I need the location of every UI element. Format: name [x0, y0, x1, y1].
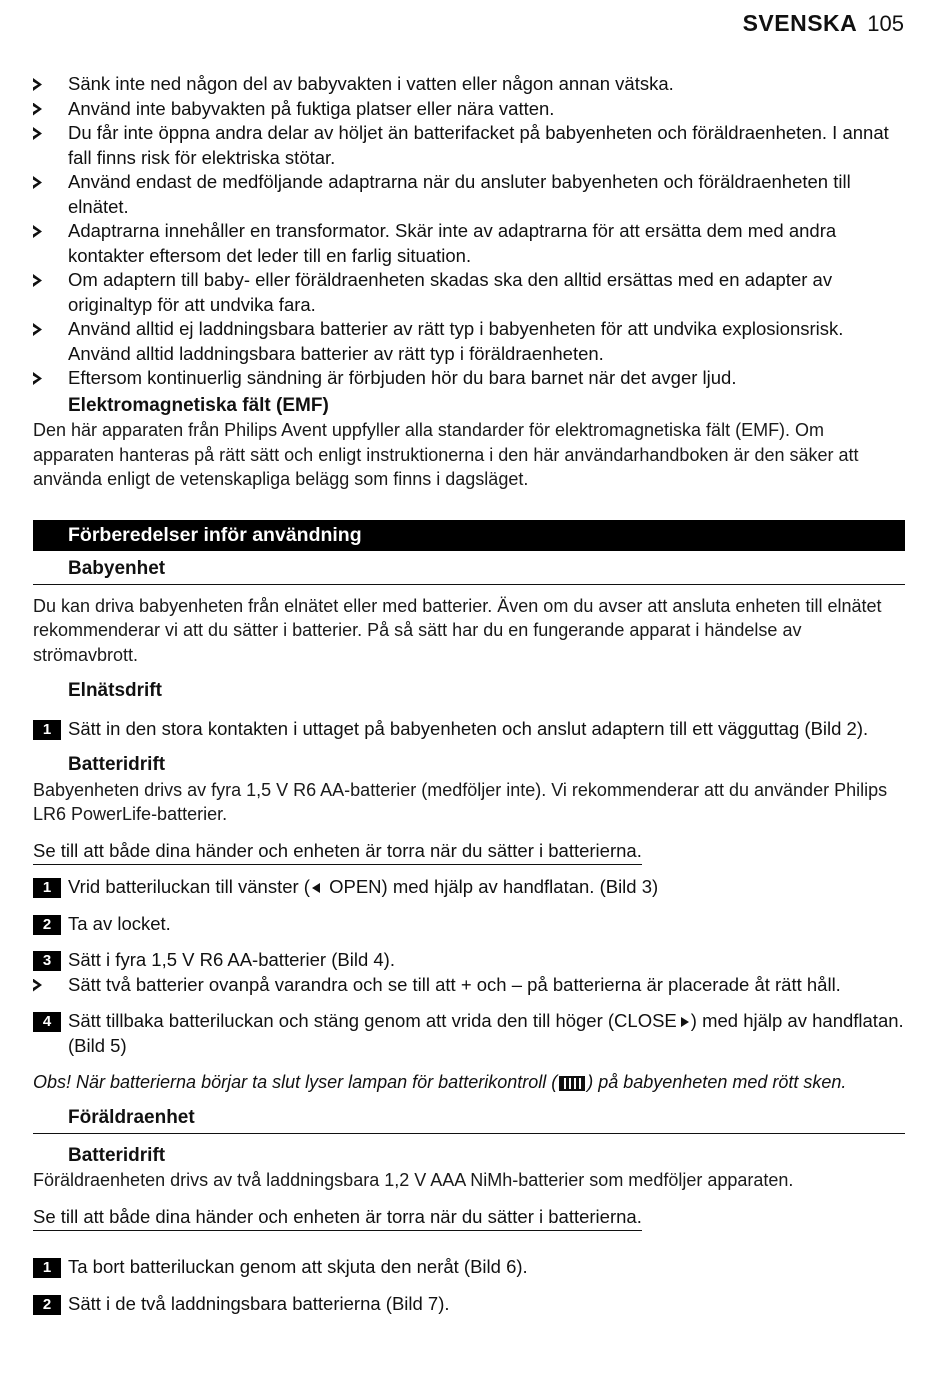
bullet-arrow-icon [33, 323, 42, 336]
step-number: 1 [33, 720, 61, 740]
mains-heading: Elnätsdrift [68, 680, 162, 701]
parent-battery-text: Föräldraenheten drivs av två laddningsbara 1,2 V AAA NiMh-batterier som medföljer apparaten. [33, 1170, 794, 1190]
bullet-text: Sätt två batterier ovanpå varandra och se till att + och – på batterierna är placerade åt rätt håll. [68, 973, 841, 995]
battery-icon [559, 1076, 585, 1091]
baby-unit-intro: Du kan driva babyenheten från elnätet eller med batterier. Även om du avser att ansluta enheten till elnätet rekommenderar vi att du sätter i batterier. På så sätt har du en fungerande apparat i händelse av strömavbrott. [33, 595, 882, 665]
page-content [33, 72, 905, 1316]
parent-battery-heading: Batteridrift [68, 1144, 166, 1166]
note-text-pre: Obs! När batterierna börjar ta slut lyser lampan för batterikontroll ( [33, 1072, 558, 1092]
parent-battery-warning: Se till att både dina händer och enheten är torra när du sätter i batterierna. [33, 1205, 642, 1232]
step-text: Sätt i fyra 1,5 V R6 AA-batterier (Bild 4). [68, 949, 395, 970]
bullet-arrow-icon [33, 78, 42, 91]
baby-battery-heading: Batteridrift [68, 754, 166, 775]
parent-unit-heading: Föräldraenhet [33, 1106, 905, 1134]
battery-note [33, 1070, 905, 1095]
list-item [33, 219, 905, 268]
bullet-arrow-icon [33, 979, 42, 992]
bullet-text: Om adaptern till baby- eller föräldraenheten skadas ska den alltid ersättas med en adapter av originaltyp för att undvika fara. [68, 269, 833, 315]
step-number: 2 [33, 915, 61, 935]
bullet-text: Eftersom kontinuerlig sändning är förbjuden hör du bara barnet när det avger ljud. [68, 367, 737, 388]
list-item [33, 121, 905, 170]
step-number: 4 [33, 1012, 61, 1032]
parent-step-2 [33, 1292, 905, 1317]
list-item [33, 366, 905, 391]
list-item [33, 72, 905, 97]
bullet-arrow-icon [33, 372, 42, 385]
parent-step-1 [33, 1255, 905, 1280]
step-text-post: ) med hjälp av handflatan. (Bild 5) [68, 1010, 904, 1056]
bullet-text: Använd inte babyvakten på fuktiga platser eller nära vatten. [68, 97, 555, 119]
list-item [33, 317, 905, 366]
bullet-text: Du får inte öppna andra delar av höljet än batterifacket på babyenheten och föräldraenheten. I annat fall finns risk för elektriska stötar. [68, 122, 889, 168]
step-text-post: OPEN) med hjälp av handflatan. (Bild 3) [323, 876, 659, 897]
emf-heading: Elektromagnetiska fält (EMF) [68, 394, 329, 416]
list-item [33, 268, 905, 317]
section-title-bar: Förberedelser inför användning [33, 520, 905, 551]
step-text: Sätt i de två laddningsbara batterierna (Bild 7). [68, 1292, 450, 1314]
emf-text: Den här apparaten från Philips Avent uppfyller alla standarder för elektromagnetiska fält (EMF). Om apparaten hanteras på rätt sätt och enligt instruktionerna i den här användarhandboken är den säker att använda enligt de vetenskapliga belägg som finns i dagsläget. [33, 420, 859, 489]
arrow-right-icon [681, 1017, 689, 1027]
page-number: 105 [867, 11, 904, 36]
bullet-text: Adaptrarna innehåller en transformator. Skär inte av adaptrarna för att ersätta dem med andra kontakter eftersom det leder till en farlig situation. [68, 220, 837, 266]
page-header [743, 10, 904, 37]
baby-step-1 [33, 875, 905, 900]
baby-unit-heading: Babyenhet [33, 557, 905, 585]
step-number: 1 [33, 878, 61, 898]
baby-step-4 [33, 1009, 905, 1058]
step-number: 1 [33, 1258, 61, 1278]
bullet-arrow-icon [33, 274, 42, 287]
bullet-arrow-icon [33, 103, 42, 116]
bullet-arrow-icon [33, 225, 42, 238]
bullet-arrow-icon [33, 176, 42, 189]
step-number: 3 [33, 951, 61, 971]
step-3-bullet-list [33, 973, 905, 998]
step-number: 2 [33, 1295, 61, 1315]
list-item [33, 973, 905, 998]
language-label: SVENSKA [742, 10, 858, 36]
baby-step-2 [33, 912, 905, 937]
bullet-text: Använd alltid ej laddningsbara batterier av rätt typ i babyenheten för att undvika explosionsrisk. Använd alltid laddningsbara batterier av rätt typ i föräldraenheten. [68, 318, 844, 364]
step-text: Sätt in den stora kontakten i uttaget på babyenheten och anslut adaptern till ett vägguttag (Bild 2). [68, 717, 869, 739]
baby-battery-text: Babyenheten drivs av fyra 1,5 V R6 AA-batterier (medföljer inte). Vi rekommenderar att du använder Philips LR6 PowerLife-batterier. [33, 779, 888, 824]
baby-step-3 [33, 948, 905, 973]
list-item [33, 97, 905, 122]
note-text-post: ) på babyenheten med rött sken. [587, 1072, 847, 1092]
arrow-left-icon [312, 883, 320, 893]
step-text-pre: Vrid batteriluckan till vänster ( [68, 876, 310, 897]
step-text: Ta av locket. [68, 912, 171, 934]
safety-bullet-list [33, 72, 905, 391]
list-item [33, 170, 905, 219]
step-text: Ta bort batteriluckan genom att skjuta den neråt (Bild 6). [68, 1256, 528, 1277]
bullet-text: Använd endast de medföljande adaptrarna när du ansluter babyenheten och föräldraenheten till elnätet. [68, 171, 851, 217]
bullet-arrow-icon [33, 127, 42, 140]
bullet-text: Sänk inte ned någon del av babyvakten i vatten eller någon annan vätska. [68, 73, 674, 94]
baby-battery-warning: Se till att både dina händer och enheten är torra när du sätter i batterierna. [33, 839, 642, 866]
step-text-pre: Sätt tillbaka batteriluckan och stäng genom att vrida den till höger (CLOSE [68, 1010, 677, 1031]
mains-step [33, 717, 905, 742]
